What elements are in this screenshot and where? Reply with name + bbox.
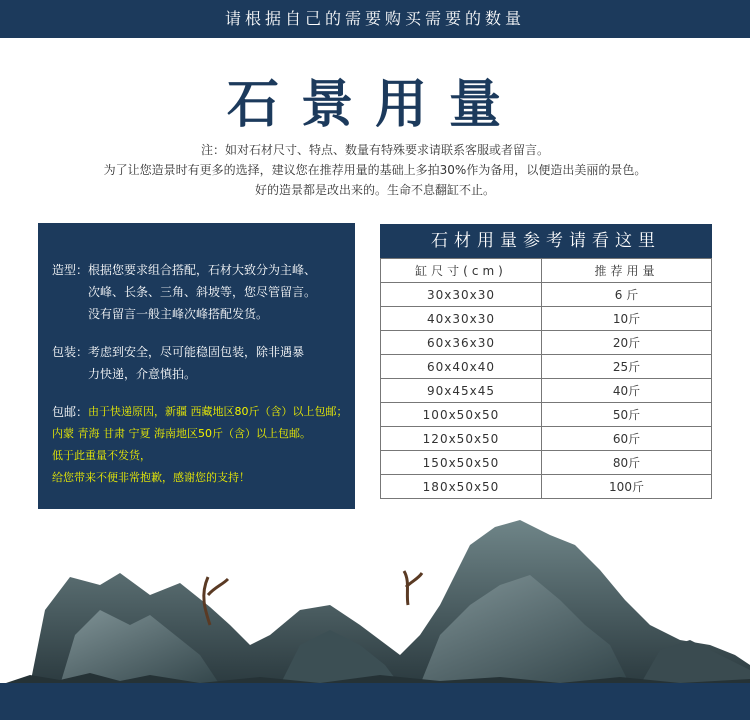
tank-size-cell: 150x50x50 [381, 451, 542, 475]
table-title: 石材用量参考请看这里 [380, 224, 712, 258]
note-line: 为了让您造景时有更多的选择，建议您在推荐用量的基础上多拍30%作为备用，以便造出美丽的景色。 [103, 163, 647, 177]
top-banner: 请根据自己的需要购买需要的数量 [0, 0, 750, 38]
tank-size-cell: 60x36x30 [381, 331, 542, 355]
reference-table [380, 224, 712, 499]
shipping-line: 给您带来不便非常抱歉，感谢您的支持！ [52, 471, 250, 484]
shape-line: 次峰、长条、三角、斜坡等，您尽管留言。 [88, 285, 317, 299]
note-line: 注：如对石材尺寸、特点、数量有特殊要求请联系客服或者留言。 [200, 143, 549, 157]
amount-cell: 10斤 [542, 307, 712, 331]
shape-label: 造型： [52, 263, 89, 277]
shipping-section [52, 401, 348, 423]
table-row [381, 379, 712, 403]
tank-size-cell: 180x50x50 [381, 475, 542, 499]
header-recommended: 推荐用量 [542, 259, 712, 283]
table-header-row [381, 259, 712, 283]
amount-cell: 20斤 [542, 331, 712, 355]
tank-size-cell: 90x45x45 [381, 379, 542, 403]
packing-line: 力快递，介意慎拍。 [88, 367, 197, 381]
tank-size-cell: 30x30x30 [381, 283, 542, 307]
packing-section [52, 341, 345, 385]
shipping-line: 低于此重量不发货， [52, 449, 151, 462]
tank-size-cell: 40x30x30 [381, 307, 542, 331]
tank-size-cell: 120x50x50 [381, 427, 542, 451]
table-row [381, 475, 712, 499]
shipping-line: 内蒙 青海 甘肃 宁夏 海南地区50斤（含）以上包邮。 [52, 427, 311, 440]
tank-size-cell: 60x40x40 [381, 355, 542, 379]
amount-cell: 60斤 [542, 427, 712, 451]
shipping-line: 由于快递原因，新疆 西藏地区80斤（含）以上包邮； [88, 405, 348, 418]
dosage-table [380, 258, 712, 499]
packing-label: 包装： [52, 345, 89, 359]
shape-section [52, 259, 345, 325]
amount-cell: 25斤 [542, 355, 712, 379]
shipping-label: 包邮： [52, 405, 89, 419]
amount-cell: 100斤 [542, 475, 712, 499]
shape-line: 根据您要求组合搭配，石材大致分为主峰、 [88, 263, 317, 277]
page-title: 石景用量 [226, 75, 523, 135]
header-tank-size: 缸尺寸(cm) [381, 259, 542, 283]
table-row [381, 355, 712, 379]
table-row [381, 427, 712, 451]
info-panel [38, 223, 355, 509]
shape-line: 没有留言一般主峰次峰搭配发货。 [88, 307, 269, 321]
bottom-bar [0, 683, 750, 720]
tank-size-cell: 100x50x50 [381, 403, 542, 427]
table-row [381, 307, 712, 331]
table-row [381, 403, 712, 427]
packing-line: 考虑到安全，尽可能稳固包装，除非遇暴 [88, 345, 305, 359]
amount-cell: 50斤 [542, 403, 712, 427]
amount-cell: 40斤 [542, 379, 712, 403]
table-row [381, 451, 712, 475]
note-line: 好的造景都是改出来的。生命不息翻缸不止。 [254, 183, 495, 197]
notes-block [0, 140, 750, 200]
amount-cell: 6 斤 [542, 283, 712, 307]
amount-cell: 80斤 [542, 451, 712, 475]
table-row [381, 331, 712, 355]
rockscape-image [0, 515, 750, 685]
table-row [381, 283, 712, 307]
